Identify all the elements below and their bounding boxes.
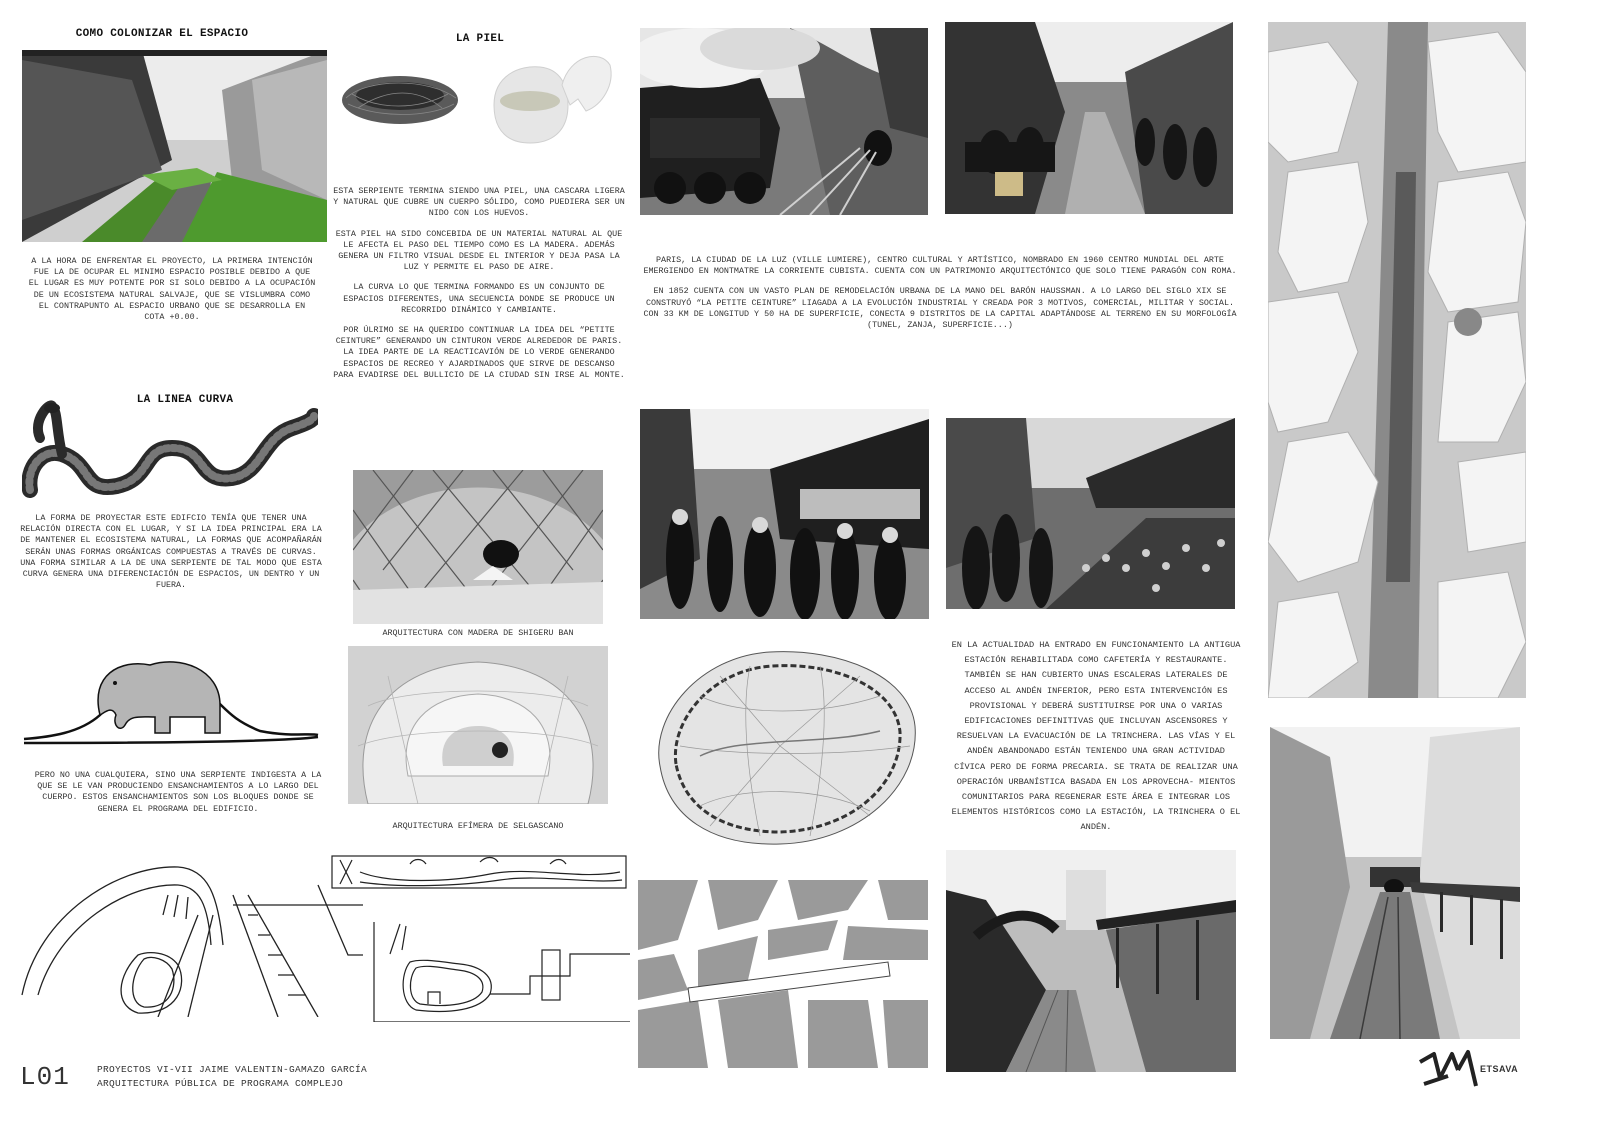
photo-model-station-perspective bbox=[946, 850, 1236, 1072]
heading-curva: LA LINEA CURVA bbox=[136, 394, 234, 406]
photo-concert-crowd bbox=[946, 418, 1235, 609]
map-urban-blocks-figure-ground bbox=[638, 880, 928, 1068]
text-piel-1: ESTA SERPIENTE TERMINA SIENDO UNA PIEL, UNA CASCARA LIGERA Y NATURAL QUE CUBRE UN CUERPO SÓLIDO, COMO PUEDIERA SER UN NIDO CON LOS HUEVOS. bbox=[333, 186, 625, 219]
etsava-logo-mark bbox=[1418, 1048, 1478, 1090]
text-actualidad: EN LA ACTUALIDAD HA ENTRADO EN FUNCIONAMIENTO LA ANTIGUA ESTACIÓN REHABILITADA COMO CAFETERÍA Y RESTAURANTE. TAMBIÉN SE HAN CUBIERTO UNAS ESCALERAS LATERALES DE ACCESO AL ANDÉN INFERIOR, PERO ESTA INTERVENCIÓN ES PROVISIONAL Y DEBERÁ SUSTITUIRSE POR UNA O VARIAS EDIFICACIONES DEFINITIVAS QUE INCLUYAN ASCENSORES Y RESUELVAN LA EVACUACIÓN DE LA TRINCHERA. LAS VÍAS Y EL ANDÉN ABANDONADO ESTÁN TENIENDO UNA GRAN ACTIVIDAD CÍVICA PERO DE FORMA PRECARIA. SE TRATA DE REALIZAR UNA OPERACIÓN URBANÍSTICA BASADA EN LOS APROVECHA- MIENTOS COMUNITARIOS PARA REGENERAR ESTE ÁREA E INTEGRAR LOS ELEMENTOS HISTÓRICOS COMO LA ESTACIÓN, LA TRINCHERA O EL ANDÉN. bbox=[951, 640, 1241, 833]
snake-drawing bbox=[22, 398, 318, 498]
footer-line-1: PROYECTOS VI-VII JAIME VALENTIN-GAMAZO GARCÍA bbox=[97, 1064, 368, 1075]
text-paris-2: EN 1852 CUENTA CON UN VASTO PLAN DE REMODELACIÓN URBANA DE LA MANO DEL BARÓN HAUSSMAN. A LO LARGO DEL SIGLO XIX SE CONSTRUYÓ “LA PETITE CEINTURE” LIAGADA A LA EVOLUCIÓN INDUSTRIAL Y CREADA POR 3 MOTIVOS, COMERCIAL, MILITAR Y SOCIAL. CON 33 KM DE LONGITUD Y 50 HA DE SUPERFICIE, CONECTA 9 DISTRITOS DE LA CAPITAL ADAPTÁNDOSE AL TERRENO EN SU MORFOLOGÍA (TUNEL, ZANJA, SUPERFICIE...) bbox=[643, 286, 1237, 331]
text-piel bbox=[333, 186, 625, 390]
text-piel-2: ESTA PIEL HA SIDO CONCEBIDA DE UN MATERIAL NATURAL AL QUE LE AFECTA EL PASO DEL TIEMPO COMO ES LA MADERA. ADEMÁS GENERA UN FILTRO VISUAL DESDE EL INTERIOR Y DEJA PASA LA LUZ Y PERMITE EL PASO DE AIRE. bbox=[335, 228, 623, 273]
photo-abandoned-railway-trench bbox=[22, 50, 327, 242]
map-petite-ceinture-paris bbox=[640, 636, 928, 854]
caption-shigeru: ARQUITECTURA CON MADERA DE SHIGERU BAN bbox=[382, 628, 574, 638]
footer-line-2: ARQUITECTURA PÚBLICA DE PROGRAMA COMPLEJO bbox=[97, 1078, 344, 1089]
text-colonizar: A LA HORA DE ENFRENTAR EL PROYECTO, LA PRIMERA INTENCIÓN FUE LA DE OCUPAR EL MINIMO ESPACIO POSIBLE DEBIDO A QUE EL LUGAR ES MUY POTENTE POR SI SOLO DEBIDO A LA OCUPACIÓN DE UN ECOSISTEMA NATURAL SALVAJE, QUE SE VISLUMBRA COMO EL CONTRAPUNTO AL ESPACIO URBANO QUE SE DESARROLLA EN COTA +0.00. bbox=[28, 256, 316, 323]
photo-selgascano-pavilion bbox=[348, 646, 608, 804]
sketch-section-drawings bbox=[330, 854, 630, 1022]
text-indigesta: PERO NO UNA CUALQUIERA, SINO UNA SERPIENTE INDIGESTA A LA QUE SE LE VAN PRODUCIENDO ENSANCHAMIENTOS A LO LARGO DEL CUERPO. ESTOS ENSANCHAMIENTOS SON LOS BLOQUES DONDE SE GENERA EL PROGRAMA DEL EDIFICIO. bbox=[34, 770, 322, 814]
etsava-logo-text: ETSAVA bbox=[1480, 1064, 1519, 1074]
text-curva: LA FORMA DE PROYECTAR ESTE EDIFCIO TENÍA QUE TENER UNA RELACIÓN DIRECTA CON EL LUGAR, Y SI LA IDEA PRINCIPAL ERA LA DE MANTENER EL ECOSISTEMA NATURAL, LA FORMAS QUE ACOMPAÑARÁN SERÁN UNAS FORMAS ORGÁNICAS COMPUESTAS A TRAVÉS DE CURVAS. UNA FORMA SIMILAR A LA DE UNA SERPIENTE DE TAL MODO QUE ESTA CURVA GENERA UNA DIFERENCIACIÓN DE ESPACIOS, UN DENTRO Y UN FUERA. bbox=[20, 513, 322, 591]
text-paris bbox=[640, 255, 1240, 340]
elephant-inside-boa-drawing bbox=[20, 655, 322, 745]
heading-colonizar: COMO COLONIZAR EL ESPACIO bbox=[75, 28, 249, 40]
heading-piel: LA PIEL bbox=[455, 33, 505, 45]
text-piel-4: POR ÚLRIMO SE HA QUERIDO CONTINUAR LA IDEA DEL “PETITE CEINTURE” GENERANDO UN CINTURON VERDE ALREDEDOR DE PARIS. LA IDEA PARTE DE LA REACTICAVIÓN DE LO VERDE GENERANDO ESPACIOS DE RECREO Y AJARDINADOS QUE SIRVE DE DESCANSO PARA EVADIRSE DEL BULLICIO DE LA CIUDAD SIN IRSE AL MONTE. bbox=[333, 325, 625, 380]
photo-broken-egg bbox=[490, 45, 615, 145]
photo-bird-nest bbox=[338, 58, 463, 128]
photo-shigeru-ban-timber-shell bbox=[353, 470, 603, 624]
photo-people-on-tracks bbox=[945, 22, 1233, 214]
sketch-tunnel-perspective bbox=[18, 855, 366, 1017]
photo-crowd-at-old-train bbox=[640, 409, 929, 619]
photo-model-trench-view bbox=[1270, 727, 1520, 1039]
text-piel-3: LA CURVA LO QUE TERMINA FORMANDO ES UN CONJUNTO DE ESPACIOS DIFERENTES, UNA SECUENCIA DONDE SE PRODUCE UN RECORRIDO DINÁMICO Y CAMBIANTE. bbox=[343, 282, 615, 315]
photo-model-aerial-view bbox=[1268, 22, 1526, 698]
text-paris-1: PARIS, LA CIUDAD DE LA LUZ (VILLE LUMIERE), CENTRO CULTURAL Y ARTÍSTICO, NOMBRADO EN 1960 CENTRO MUNDIAL DEL ARTE EMERGIENDO EN MONTMATRE LA CORRIENTE CUBISTA. CUENTA CON UN PATRIMONIO ARQUITECTÓNICO QUE SOLO TIENE PARAGÓN CON ROMA. bbox=[643, 255, 1237, 277]
caption-selgascano: ARQUITECTURA EFÍMERA DE SELGASCANO bbox=[392, 821, 564, 831]
photo-historic-steam-locomotive bbox=[640, 28, 928, 215]
sheet-code: L01 bbox=[20, 1062, 70, 1092]
